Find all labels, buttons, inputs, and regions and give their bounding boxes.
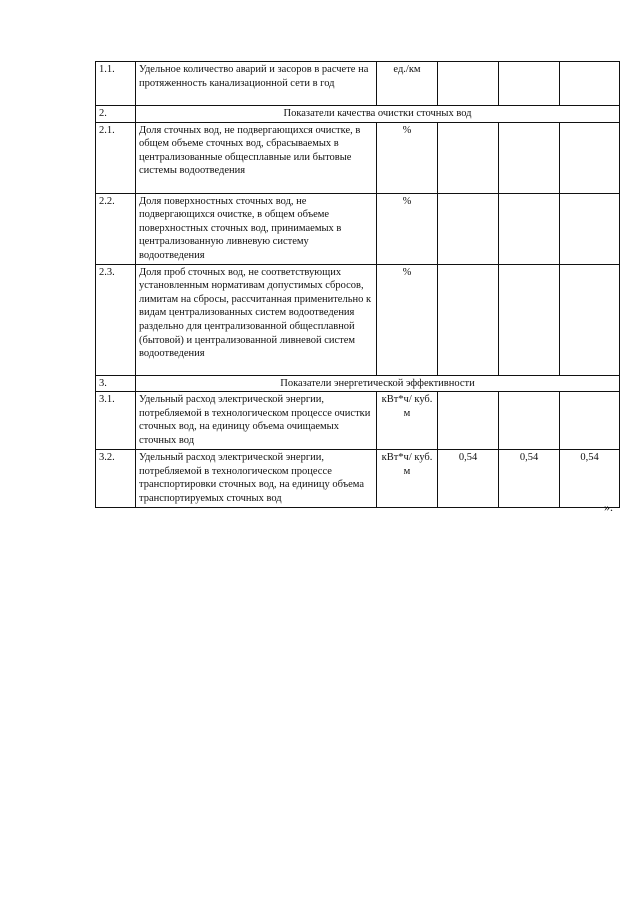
- table-row: [96, 122, 620, 193]
- table-row: [96, 450, 620, 508]
- value-cell: [560, 122, 620, 193]
- indicator-name: Удельный расход электрической энергии, потребляемой в технологическом процессе очистки сточных вод, на единицу объема очищаемых сточных вод: [136, 392, 377, 450]
- row-number: 2.2.: [96, 193, 136, 264]
- closing-quote: ».: [604, 500, 613, 514]
- indicators-table: [95, 61, 620, 508]
- table-row: [96, 392, 620, 450]
- indicator-name: Доля поверхностных сточных вод, не подвергающихся очистке, в общем объеме поверхностных сточных вод, принимаемых в централизованную ливневую систему водоотведения: [136, 193, 377, 264]
- row-number: 3.2.: [96, 450, 136, 508]
- section-row: [96, 375, 620, 392]
- value-cell: [438, 62, 499, 106]
- section-row: [96, 106, 620, 123]
- indicator-name: Доля проб сточных вод, не соответствующих установленным нормативам допустимых сбросов, лимитам на сбросы, рассчитанная применительно к видам централизованных систем водоотведения раздельно для централизованной общесплавной (бытовой) и централизованной ливневой систем водоотведения: [136, 264, 377, 375]
- value-cell: 0,54: [560, 450, 620, 508]
- table-row: [96, 62, 620, 106]
- value-cell: [499, 62, 560, 106]
- value-cell: [560, 193, 620, 264]
- row-number: 1.1.: [96, 62, 136, 106]
- value-cell: 0,54: [438, 450, 499, 508]
- indicator-name: Доля сточных вод, не подвергающихся очистке, в общем объеме сточных вод, сбрасываемых в централизованные общесплавные или бытовые системы водоотведения: [136, 122, 377, 193]
- value-cell: [499, 264, 560, 375]
- value-cell: [438, 264, 499, 375]
- unit-cell: %: [377, 264, 438, 375]
- value-cell: 0,54: [499, 450, 560, 508]
- section-title: Показатели энергетической эффективности: [136, 375, 620, 392]
- value-cell: [499, 392, 560, 450]
- unit-cell: %: [377, 193, 438, 264]
- value-cell: [560, 62, 620, 106]
- indicator-name: Удельный расход электрической энергии, потребляемой в технологическом процессе транспортировки сточных вод, на единицу объема транспортируемых сточных вод: [136, 450, 377, 508]
- row-number: 3.1.: [96, 392, 136, 450]
- unit-cell: кВт*ч/ куб. м: [377, 450, 438, 508]
- unit-cell: %: [377, 122, 438, 193]
- unit-cell: кВт*ч/ куб. м: [377, 392, 438, 450]
- value-cell: [560, 264, 620, 375]
- unit-cell: ед./км: [377, 62, 438, 106]
- table-row: [96, 264, 620, 375]
- value-cell: [438, 122, 499, 193]
- value-cell: [560, 392, 620, 450]
- row-number: 2.1.: [96, 122, 136, 193]
- row-number: 2.3.: [96, 264, 136, 375]
- value-cell: [499, 122, 560, 193]
- value-cell: [499, 193, 560, 264]
- row-number: 2.: [96, 106, 136, 123]
- row-number: 3.: [96, 375, 136, 392]
- value-cell: [438, 193, 499, 264]
- table-row: [96, 193, 620, 264]
- indicator-name: Удельное количество аварий и засоров в расчете на протяженность канализационной сети в год: [136, 62, 377, 106]
- value-cell: [438, 392, 499, 450]
- section-title: Показатели качества очистки сточных вод: [136, 106, 620, 123]
